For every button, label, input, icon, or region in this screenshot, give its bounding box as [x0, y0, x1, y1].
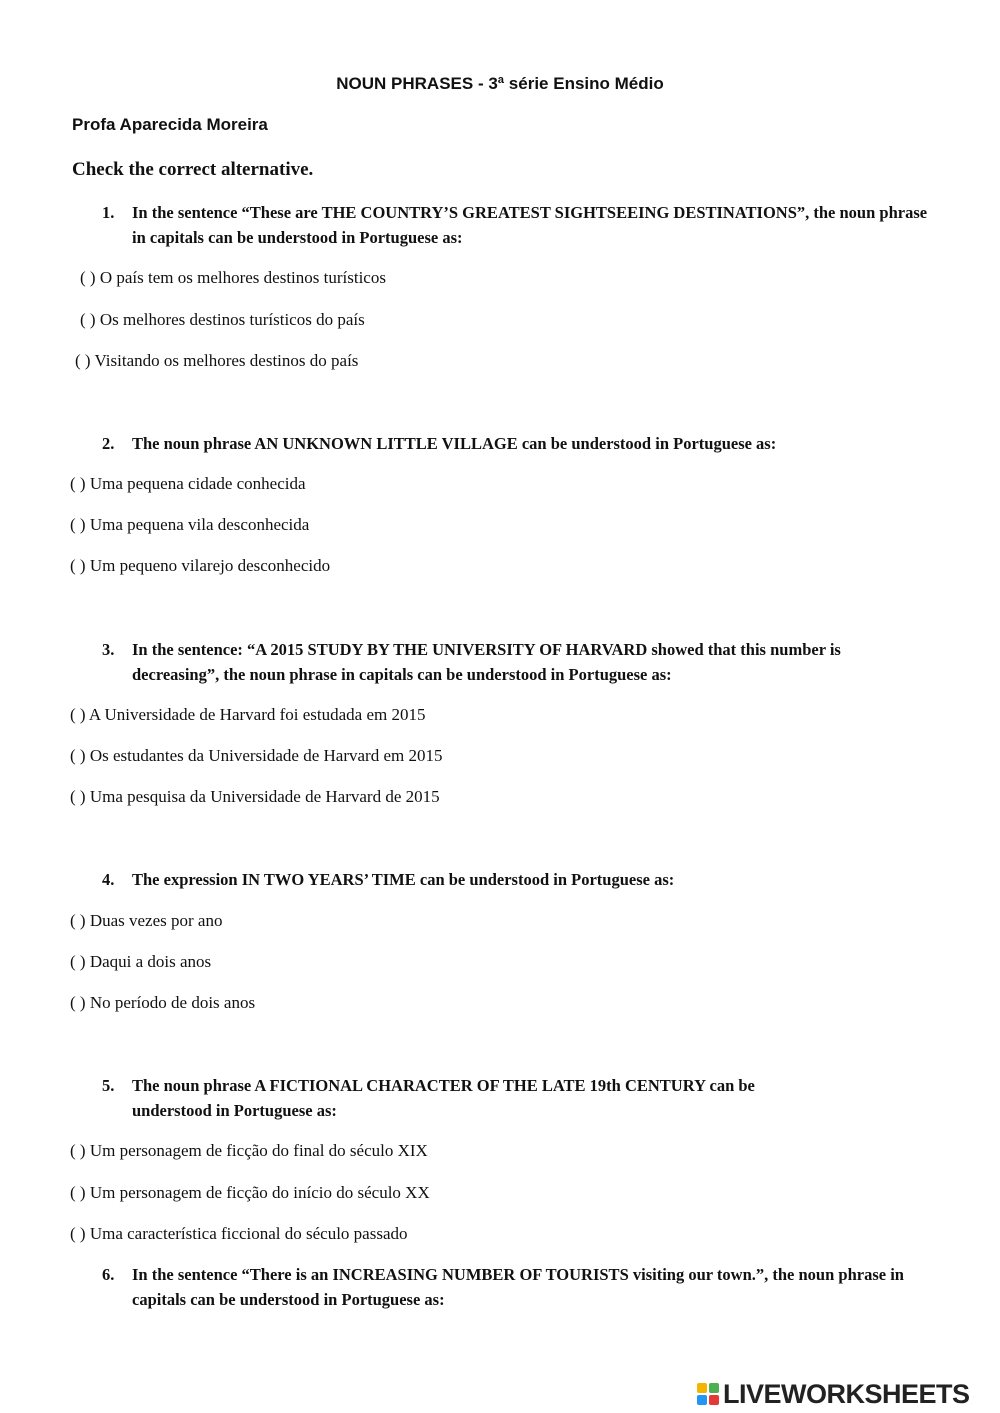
question-5	[102, 1073, 932, 1123]
option-label: Os melhores destinos turísticos do país	[99, 310, 365, 329]
option-label: Uma pesquisa da Universidade de Harvard de 2015	[89, 787, 440, 806]
answer-checkbox[interactable]: ( )	[80, 310, 96, 329]
option-2c[interactable]	[70, 556, 330, 576]
answer-checkbox[interactable]: ( )	[75, 351, 91, 370]
option-label: Daqui a dois anos	[89, 952, 212, 971]
question-3	[102, 637, 932, 687]
answer-checkbox[interactable]: ( )	[70, 1183, 86, 1202]
question-text: The expression IN TWO YEARS’ TIME can be understood in Portuguese as:	[132, 870, 675, 889]
question-text: In the sentence “These are THE COUNTRY’S GREATEST SIGHTSEEING DESTINATIONS”, the noun phrase in capitals can be understood in Portuguese as:	[132, 203, 928, 247]
option-1b[interactable]	[80, 310, 365, 330]
answer-checkbox[interactable]: ( )	[70, 952, 86, 971]
option-label: Uma característica ficcional do século passado	[89, 1224, 408, 1243]
answer-checkbox[interactable]: ( )	[70, 746, 86, 765]
question-text: The noun phrase A FICTIONAL CHARACTER OF THE LATE 19th CENTURY can be understood in Portuguese as:	[132, 1076, 755, 1120]
question-number: 3.	[102, 640, 115, 659]
question-text: The noun phrase AN UNKNOWN LITTLE VILLAGE can be understood in Portuguese as:	[132, 434, 777, 453]
option-5b[interactable]	[70, 1183, 430, 1203]
logo-square	[697, 1395, 707, 1405]
option-label: Um personagem de ficção do início do século XX	[89, 1183, 430, 1202]
option-label: Visitando os melhores destinos do país	[94, 351, 359, 370]
option-4c[interactable]	[70, 993, 255, 1013]
option-3c[interactable]	[70, 787, 440, 807]
option-5c[interactable]	[70, 1224, 408, 1244]
option-label: A Universidade de Harvard foi estudada em 2015	[88, 705, 426, 724]
option-4a[interactable]	[70, 911, 222, 931]
instruction-text: Check the correct alternative.	[72, 159, 314, 180]
option-1c[interactable]	[75, 351, 358, 371]
option-1a[interactable]	[80, 268, 386, 288]
option-label: O país tem os melhores destinos turísticos	[99, 268, 386, 287]
question-text: In the sentence “There is an INCREASING NUMBER OF TOURISTS visiting our town.”, the noun phrase in capitals can be understood in Portuguese as:	[132, 1265, 904, 1309]
answer-checkbox[interactable]: ( )	[70, 1141, 86, 1160]
question-6	[102, 1262, 932, 1312]
option-3a[interactable]	[70, 705, 425, 725]
answer-checkbox[interactable]: ( )	[70, 515, 86, 534]
question-number: 6.	[102, 1265, 115, 1284]
option-label: Uma pequena vila desconhecida	[89, 515, 310, 534]
answer-checkbox[interactable]: ( )	[70, 474, 86, 493]
answer-checkbox[interactable]: ( )	[80, 268, 96, 287]
option-label: Duas vezes por ano	[89, 911, 223, 930]
answer-checkbox[interactable]: ( )	[70, 911, 86, 930]
answer-checkbox[interactable]: ( )	[70, 705, 86, 724]
question-4	[102, 867, 932, 892]
question-text: In the sentence: “A 2015 STUDY BY THE UNIVERSITY OF HARVARD showed that this number is decreasing”, the noun phrase in capitals can be understood in Portuguese as:	[132, 640, 841, 684]
answer-checkbox[interactable]: ( )	[70, 993, 86, 1012]
teacher-name: Profa Aparecida Moreira	[72, 115, 268, 134]
liveworksheets-logo	[697, 1378, 970, 1410]
option-5a[interactable]	[70, 1141, 428, 1161]
option-4b[interactable]	[70, 952, 211, 972]
question-number: 1.	[102, 203, 115, 222]
option-label: No período de dois anos	[89, 993, 256, 1012]
option-2a[interactable]	[70, 474, 306, 494]
option-label: Um personagem de ficção do final do século XIX	[89, 1141, 428, 1160]
option-3b[interactable]	[70, 746, 442, 766]
question-2	[102, 431, 932, 456]
answer-checkbox[interactable]: ( )	[70, 556, 86, 575]
option-label: Os estudantes da Universidade de Harvard em 2015	[89, 746, 443, 765]
question-number: 4.	[102, 870, 115, 889]
option-label: Uma pequena cidade conhecida	[89, 474, 306, 493]
logo-square	[697, 1383, 707, 1393]
option-label: Um pequeno vilarejo desconhecido	[89, 556, 331, 575]
logo-square	[709, 1395, 719, 1405]
answer-checkbox[interactable]: ( )	[70, 787, 86, 806]
question-number: 2.	[102, 434, 115, 453]
answer-checkbox[interactable]: ( )	[70, 1224, 86, 1243]
option-2b[interactable]	[70, 515, 309, 535]
worksheet-title: NOUN PHRASES - 3ª série Ensino Médio	[336, 74, 664, 93]
logo-square	[709, 1383, 719, 1393]
logo-squares-icon	[697, 1383, 719, 1405]
question-1	[102, 200, 932, 250]
logo-text: LIVEWORKSHEETS	[723, 1378, 970, 1409]
question-number: 5.	[102, 1076, 115, 1095]
